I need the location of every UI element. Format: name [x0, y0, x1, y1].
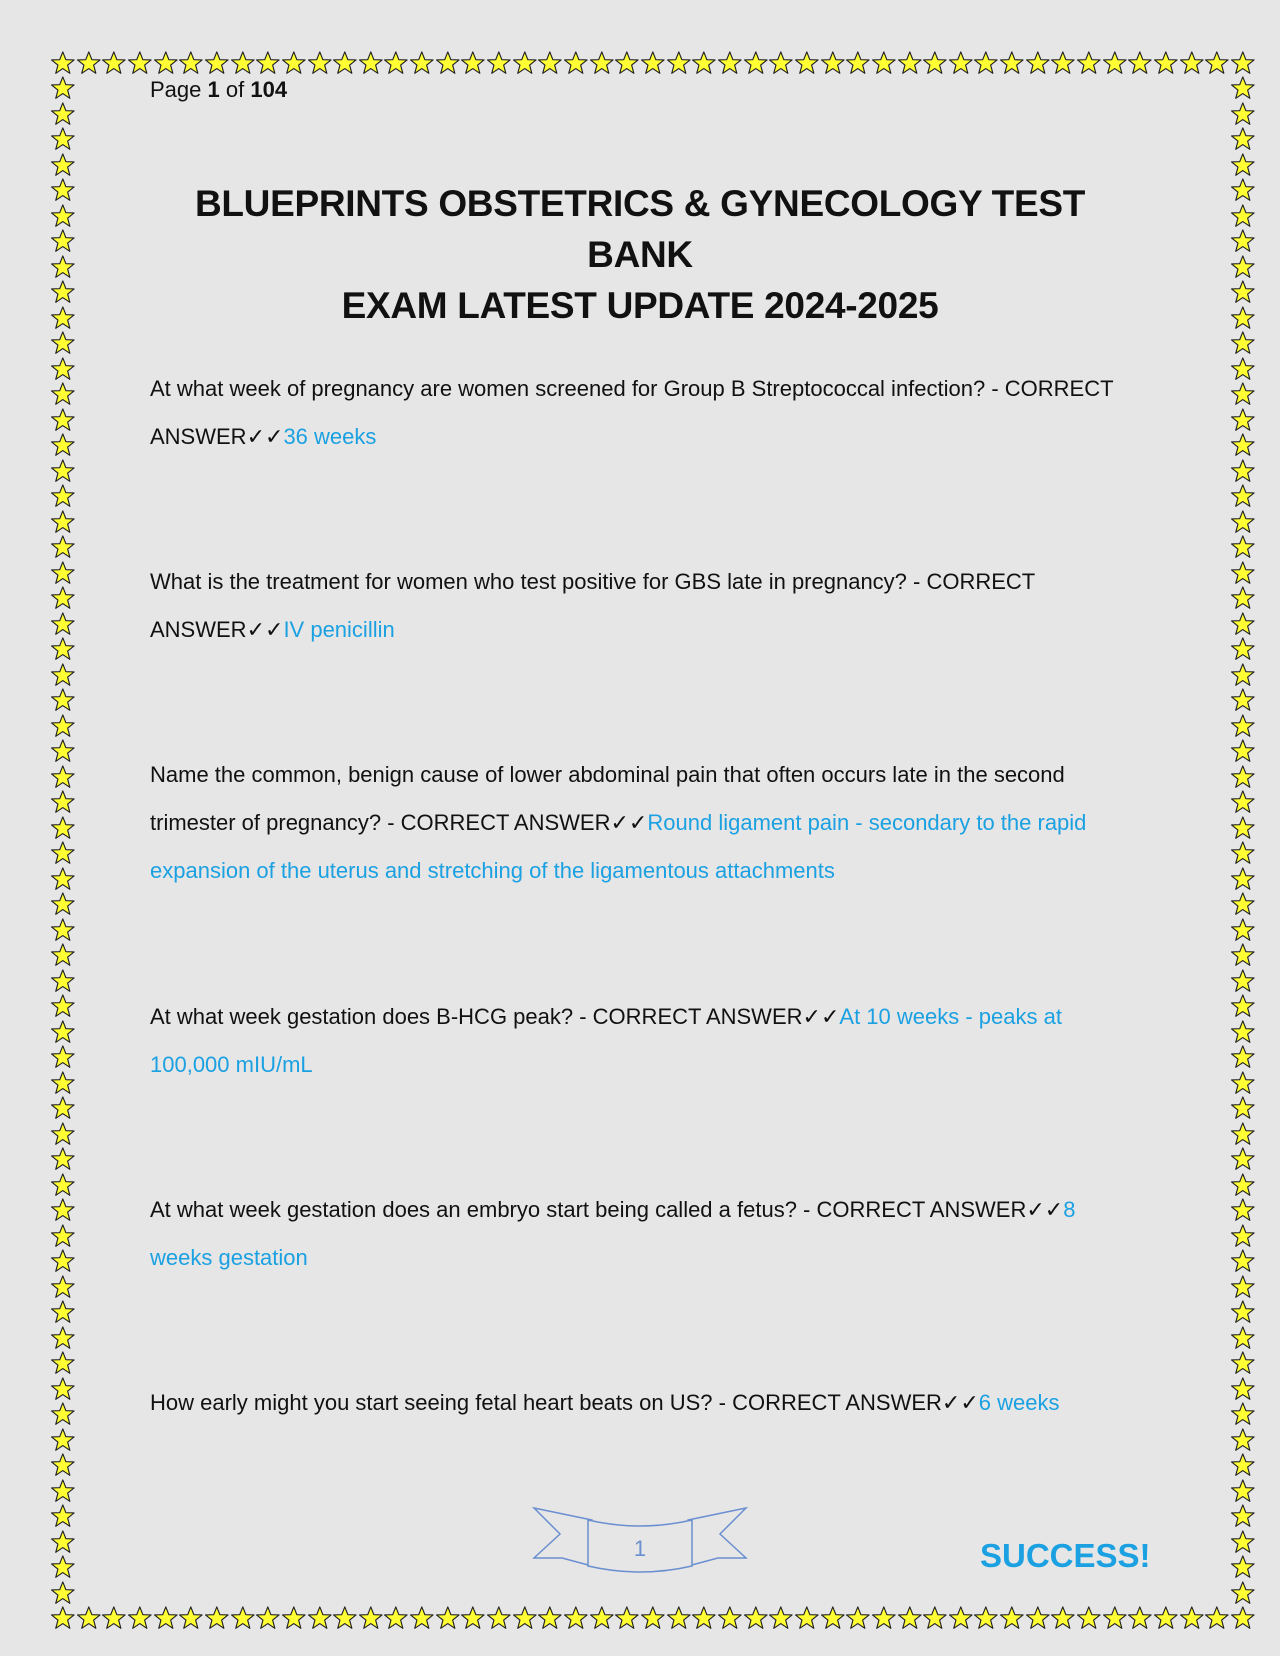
star-icon [50, 942, 76, 968]
star-icon [50, 50, 76, 76]
star-icon [50, 1605, 76, 1631]
star-icon [50, 1095, 76, 1121]
star-icon [1230, 662, 1256, 688]
star-icon [255, 50, 281, 76]
star-icon [1230, 152, 1256, 178]
star-icon [1230, 483, 1256, 509]
star-icon [794, 1605, 820, 1631]
qa-item [150, 993, 1130, 1089]
question-text: What is the treatment for women who test positive for GBS late in pregnancy? - CORRECT ANSWER [150, 569, 1035, 642]
star-icon [794, 50, 820, 76]
star-icon [1230, 815, 1256, 841]
star-icon [230, 50, 256, 76]
star-icon [1230, 1095, 1256, 1121]
star-icon [50, 585, 76, 611]
star-icon [1230, 866, 1256, 892]
star-icon [1230, 330, 1256, 356]
star-icon [1230, 279, 1256, 305]
star-icon [1230, 968, 1256, 994]
star-icon [820, 1605, 846, 1631]
star-icon [50, 330, 76, 356]
star-icon [50, 662, 76, 688]
star-icon [1127, 1605, 1153, 1631]
star-icon [871, 1605, 897, 1631]
qa-item [150, 1379, 1130, 1427]
star-icon [460, 50, 486, 76]
star-icon [307, 1605, 333, 1631]
star-icon [1230, 1605, 1256, 1631]
star-icon [307, 50, 333, 76]
answer-text: 6 weeks [978, 1390, 1060, 1415]
star-icon [1025, 50, 1051, 76]
question-text: Name the common, benign cause of lower abdominal pain that often occurs late in the second trimester of pregnancy? - CORRECT ANSWER [150, 762, 1065, 835]
star-icon [204, 50, 230, 76]
star-icon [230, 1605, 256, 1631]
star-icon [1230, 101, 1256, 127]
star-icon [50, 1121, 76, 1147]
star-icon [50, 687, 76, 713]
star-icon [178, 50, 204, 76]
answer-text: IV penicillin [283, 617, 395, 642]
star-icon [50, 1325, 76, 1351]
star-icon [50, 1350, 76, 1376]
star-icon [1230, 1325, 1256, 1351]
star-icon [50, 509, 76, 535]
star-icon [50, 1478, 76, 1504]
qa-item [150, 365, 1130, 461]
star-icon [435, 50, 461, 76]
star-icon [1102, 50, 1128, 76]
star-icon [1076, 50, 1102, 76]
star-icon [1230, 917, 1256, 943]
star-icon [50, 1070, 76, 1096]
star-icon [50, 1044, 76, 1070]
star-icon [50, 611, 76, 637]
star-icon [332, 50, 358, 76]
check-icon: ✓✓ [246, 424, 284, 449]
star-icon [281, 50, 307, 76]
star-icon [153, 1605, 179, 1631]
star-icon [1230, 738, 1256, 764]
star-icon [820, 50, 846, 76]
star-icon [1230, 1580, 1256, 1606]
star-icon [1230, 1350, 1256, 1376]
star-icon [127, 50, 153, 76]
star-icon [204, 1605, 230, 1631]
star-icon [358, 50, 384, 76]
star-icon [1230, 1452, 1256, 1478]
star-icon [999, 50, 1025, 76]
star-icon [589, 50, 615, 76]
star-icon [666, 1605, 692, 1631]
star-icon [76, 1605, 102, 1631]
star-icon [50, 738, 76, 764]
star-icon [50, 968, 76, 994]
star-icon [50, 432, 76, 458]
page-of: of [225, 77, 245, 102]
star-icon [768, 50, 794, 76]
star-icon [1179, 50, 1205, 76]
star-icon [50, 993, 76, 1019]
star-icon [50, 789, 76, 815]
star-icon [691, 50, 717, 76]
title-line-1: BLUEPRINTS OBSTETRICS & GYNECOLOGY TEST BANK [194, 183, 1086, 275]
star-icon [1230, 1401, 1256, 1427]
star-icon [1230, 1274, 1256, 1300]
star-icon [1230, 381, 1256, 407]
page-current: 1 [207, 77, 220, 102]
star-icon [383, 1605, 409, 1631]
star-icon [1230, 458, 1256, 484]
star-icon [460, 1605, 486, 1631]
page-total: 104 [250, 77, 288, 102]
document-title [140, 178, 1140, 331]
star-icon [50, 279, 76, 305]
star-icon [50, 1019, 76, 1045]
question-text: At what week gestation does B-HCG peak? - CORRECT ANSWER [150, 1004, 803, 1029]
question-text: At what week of pregnancy are women screened for Group B Streptococcal infection? - CORRECT ANSWER [150, 376, 1114, 449]
star-icon [948, 1605, 974, 1631]
star-icon [101, 1605, 127, 1631]
star-icon [50, 407, 76, 433]
star-icon [50, 1274, 76, 1300]
star-icon [897, 1605, 923, 1631]
star-icon [435, 1605, 461, 1631]
star-icon [383, 50, 409, 76]
star-icon [1230, 534, 1256, 560]
star-icon [1230, 50, 1256, 76]
check-icon: ✓✓ [1026, 1197, 1064, 1222]
star-icon [50, 1248, 76, 1274]
star-icon [1050, 50, 1076, 76]
star-icon [50, 254, 76, 280]
star-icon [717, 1605, 743, 1631]
star-icon [50, 764, 76, 790]
star-icon [76, 50, 102, 76]
answer-text: Round ligament pain - secondary to the rapid expansion of the uterus and stretching of the ligamentous attachments [150, 810, 1087, 883]
star-icon [153, 50, 179, 76]
star-icon [1230, 942, 1256, 968]
star-icon [50, 1146, 76, 1172]
star-icon [871, 50, 897, 76]
star-icon [50, 560, 76, 586]
star-icon [1230, 509, 1256, 535]
star-icon [1230, 611, 1256, 637]
qa-item [150, 751, 1130, 895]
star-icon [717, 50, 743, 76]
star-icon [409, 1605, 435, 1631]
star-icon [1127, 50, 1153, 76]
star-icon [999, 1605, 1025, 1631]
star-icon [50, 177, 76, 203]
star-icon [948, 50, 974, 76]
star-icon [1230, 1146, 1256, 1172]
star-icon [1230, 1070, 1256, 1096]
star-icon [486, 50, 512, 76]
star-icon [563, 50, 589, 76]
star-icon [50, 1452, 76, 1478]
star-icon [50, 356, 76, 382]
star-icon [640, 1605, 666, 1631]
star-icon [255, 1605, 281, 1631]
star-icon [50, 1223, 76, 1249]
qa-item [150, 1186, 1130, 1282]
star-icon [50, 1554, 76, 1580]
star-icon [1230, 713, 1256, 739]
star-icon [1230, 432, 1256, 458]
star-icon [1230, 254, 1256, 280]
star-icon [50, 866, 76, 892]
star-icon [1230, 891, 1256, 917]
star-icon [50, 203, 76, 229]
star-icon [1230, 764, 1256, 790]
star-icon [1230, 993, 1256, 1019]
check-icon: ✓✓ [802, 1004, 840, 1029]
star-icon [1230, 203, 1256, 229]
star-icon [486, 1605, 512, 1631]
star-icon [1230, 560, 1256, 586]
success-slogan: SUCCESS! [980, 1537, 1151, 1574]
answer-text: 36 weeks [283, 424, 377, 449]
star-icon [1230, 687, 1256, 713]
star-icon [589, 1605, 615, 1631]
question-text: At what week gestation does an embryo start being called a fetus? - CORRECT ANSWER [150, 1197, 1027, 1222]
star-icon [1230, 789, 1256, 815]
star-icon [358, 1605, 384, 1631]
star-icon [50, 126, 76, 152]
star-icon [743, 50, 769, 76]
check-icon: ✓✓ [610, 810, 648, 835]
star-icon [512, 50, 538, 76]
star-icon [50, 381, 76, 407]
star-icon [1230, 1248, 1256, 1274]
star-icon [50, 917, 76, 943]
star-icon [178, 1605, 204, 1631]
qa-item [150, 558, 1130, 654]
star-icon [897, 50, 923, 76]
star-icon [50, 1401, 76, 1427]
star-icon [973, 50, 999, 76]
star-icon [332, 1605, 358, 1631]
star-icon [50, 1172, 76, 1198]
star-icon [1102, 1605, 1128, 1631]
star-icon [50, 840, 76, 866]
star-icon [50, 1503, 76, 1529]
star-icon [1230, 1478, 1256, 1504]
star-icon [50, 305, 76, 331]
star-icon [1230, 1172, 1256, 1198]
star-icon [1230, 1121, 1256, 1147]
check-icon: ✓✓ [941, 1390, 979, 1415]
star-icon [1230, 1529, 1256, 1555]
star-icon [537, 1605, 563, 1631]
star-icon [50, 458, 76, 484]
star-icon [768, 1605, 794, 1631]
star-icon [1179, 1605, 1205, 1631]
star-icon [1230, 1044, 1256, 1070]
star-icon [1230, 1554, 1256, 1580]
star-icon [1076, 1605, 1102, 1631]
star-icon [50, 891, 76, 917]
star-icon [1230, 407, 1256, 433]
star-icon [1204, 50, 1230, 76]
star-icon [1230, 126, 1256, 152]
star-icon [973, 1605, 999, 1631]
star-icon [50, 1427, 76, 1453]
page-indicator [150, 77, 287, 103]
star-icon [1230, 1376, 1256, 1402]
star-icon [50, 1299, 76, 1325]
star-icon [1230, 356, 1256, 382]
star-icon [922, 1605, 948, 1631]
star-icon [50, 815, 76, 841]
star-icon [50, 101, 76, 127]
star-icon [409, 50, 435, 76]
star-icon [101, 50, 127, 76]
star-icon [50, 1197, 76, 1223]
check-icon: ✓✓ [246, 617, 284, 642]
page-word: Page [150, 77, 202, 102]
star-icon [50, 152, 76, 178]
star-icon [563, 1605, 589, 1631]
star-icon [281, 1605, 307, 1631]
star-icon [743, 1605, 769, 1631]
answer-text: 8 weeks gestation [150, 1197, 1076, 1270]
star-icon [50, 483, 76, 509]
question-text: How early might you start seeing fetal heart beats on US? - CORRECT ANSWER [150, 1390, 942, 1415]
star-icon [50, 1580, 76, 1606]
star-icon [1153, 50, 1179, 76]
star-icon [845, 1605, 871, 1631]
star-icon [50, 534, 76, 560]
star-icon [537, 50, 563, 76]
star-icon [1204, 1605, 1230, 1631]
star-icon [1230, 177, 1256, 203]
star-icon [922, 50, 948, 76]
star-icon [50, 1529, 76, 1555]
star-icon [1230, 305, 1256, 331]
star-icon [1230, 1019, 1256, 1045]
star-icon [1230, 840, 1256, 866]
star-icon [845, 50, 871, 76]
star-icon [1230, 1197, 1256, 1223]
star-icon [1230, 228, 1256, 254]
star-icon [666, 50, 692, 76]
star-icon [127, 1605, 153, 1631]
star-icon [50, 228, 76, 254]
star-icon [1230, 585, 1256, 611]
star-icon [1230, 1299, 1256, 1325]
star-icon [1025, 1605, 1051, 1631]
star-icon [50, 713, 76, 739]
star-icon [1230, 1223, 1256, 1249]
answer-text: At 10 weeks - peaks at 100,000 mIU/mL [150, 1004, 1062, 1077]
title-line-2: EXAM LATEST UPDATE 2024-2025 [341, 285, 939, 326]
star-icon [1230, 1503, 1256, 1529]
star-icon [1050, 1605, 1076, 1631]
star-icon [1230, 636, 1256, 662]
star-icon [50, 1376, 76, 1402]
star-icon [512, 1605, 538, 1631]
page-number: 1 [633, 1536, 647, 1561]
star-icon [50, 636, 76, 662]
star-icon [50, 75, 76, 101]
star-icon [1230, 75, 1256, 101]
star-icon [691, 1605, 717, 1631]
star-icon [614, 1605, 640, 1631]
star-icon [614, 50, 640, 76]
star-icon [1230, 1427, 1256, 1453]
star-icon [640, 50, 666, 76]
star-icon [1153, 1605, 1179, 1631]
